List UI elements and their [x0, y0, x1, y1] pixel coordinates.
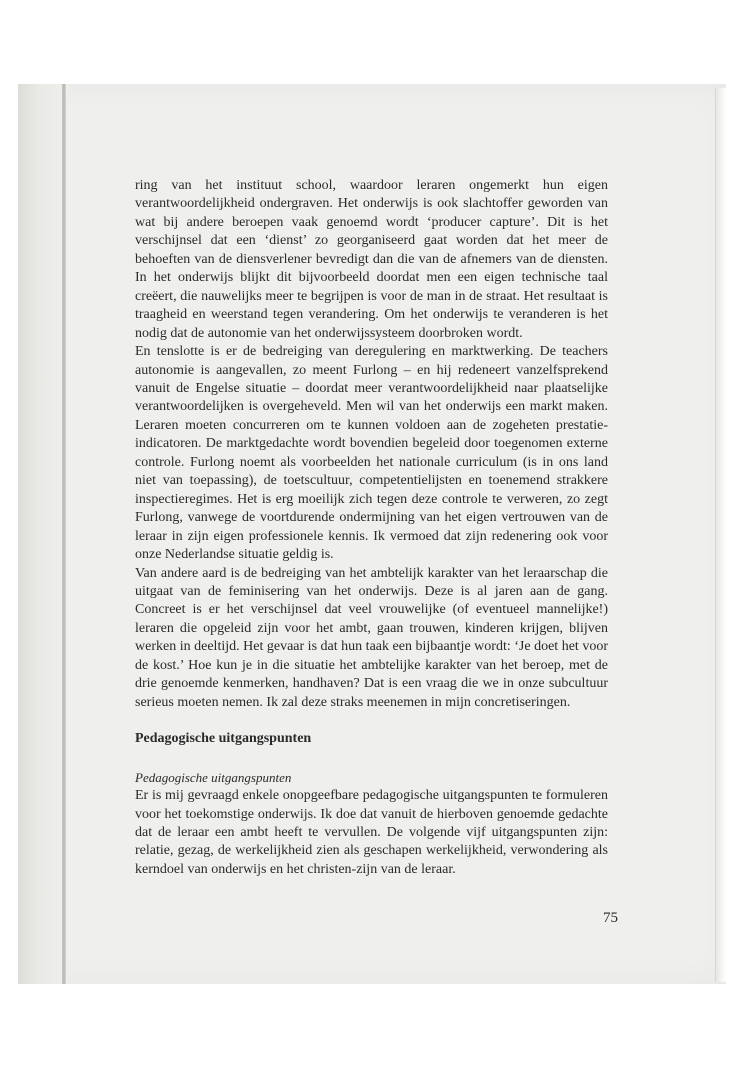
paragraph: En tenslotte is er de bedreiging van deregulering en marktwerking. De teachers autonomie is aangevallen, zo meent Furlong – en hij redeneert vanzelfsprekend vanuit de Engelse situatie – doordat meer verantwoordelijkheid naar plaatselijke verantwoordelijken is overgeheveld. Men wil van het onderwijs een markt maken. Leraren moeten concurreren om te kunnen voldoen aan de zogeheten prestatie-indicatoren. De marktgedachte wordt bovendien begeleid door toegenomen externe controle. Furlong noemt als voorbeelden het nationale curriculum (is in ons land niet van toepassing), de toetscultuur, competentielijsten en toenemend strakkere inspectieregimes. Het is erg moeilijk zich tegen deze controle te verweren, zo zegt Furlong, vanwege de voortdurende ondermijning van het eigen vertrouwen van de leraar in zijn eigen professionele kennis. Ik vermoed dat zijn redenering ook voor onze Nederlandse situatie geldig is.	[135, 344, 608, 563]
page-edge	[715, 88, 726, 982]
paragraph: Van andere aard is de bedreiging van het ambtelijk karakter van het leraarschap die uitgaat van de feminisering van het onderwijs. Deze is al jaren aan de gang. Concreet is er het verschijnsel dat veel vrouwelijke (of eventueel mannelijke!) leraren die opgeleid zijn voor het ambt, gaan trouwen, kinderen krijgen, blijven werken in deeltijd. Het gevaar is dat hun taak een bijbaantje wordt: ‘Je doet het voor de kost.’ Hoe kun je in die situatie het ambtelijke karakter van het beroep, met de drie genoemde kenmerken, handhaven? Dat is een vraag die we in onze subcultuur serieus moeten nemen. Ik zal deze straks meenemen in mijn concretiseringen.	[135, 565, 608, 710]
body-text	[135, 177, 608, 879]
paragraph: Er is mij gevraagd enkele onopgeefbare pedagogische uitgangspunten te formuleren voor het toekomstige onderwijs. Ik doe dat vanuit de hierboven genoemde gedachte dat de leraar een ambt heeft te vervullen. De volgende vijf uitgangspunten zijn: relatie, gezag, de werkelijkheid zien als geschapen werkelijkheid, verwondering als kerndoel van onderwijs en het christen-zijn van de leraar.	[135, 788, 608, 877]
section-subheading: Pedagogische uitgangspunten	[135, 769, 292, 785]
page-number: 75	[603, 910, 618, 926]
section-heading: Pedagogische uitgangspunten	[135, 731, 312, 747]
spine-gutter-line	[62, 84, 66, 984]
paragraph: ring van het instituut school, waardoor leraren ongemerkt hun eigen verantwoordelijkheid ondergraven. Het onderwijs is ook slachtoffer geworden van wat bij andere beroepen vaak genoemd wordt ‘producer capture’. Dit is het verschijnsel dat een ‘dienst’ zo georganiseerd gaat worden dat het meer de behoeften van de diensverlener bevredigt dan die van de afnemers van de diensten. In het onderwijs blijkt dit bijvoorbeeld doordat men een eigen technische taal creëert, die nauwelijks meer te begrijpen is voor de man in de straat. Het resultaat is traagheid en weerstand tegen verandering. Om het onderwijs te veranderen is het nodig dat de autonomie van het onderwijssysteem doorbroken wordt.	[135, 178, 608, 341]
book-page	[18, 84, 726, 984]
book-spine	[18, 84, 68, 984]
